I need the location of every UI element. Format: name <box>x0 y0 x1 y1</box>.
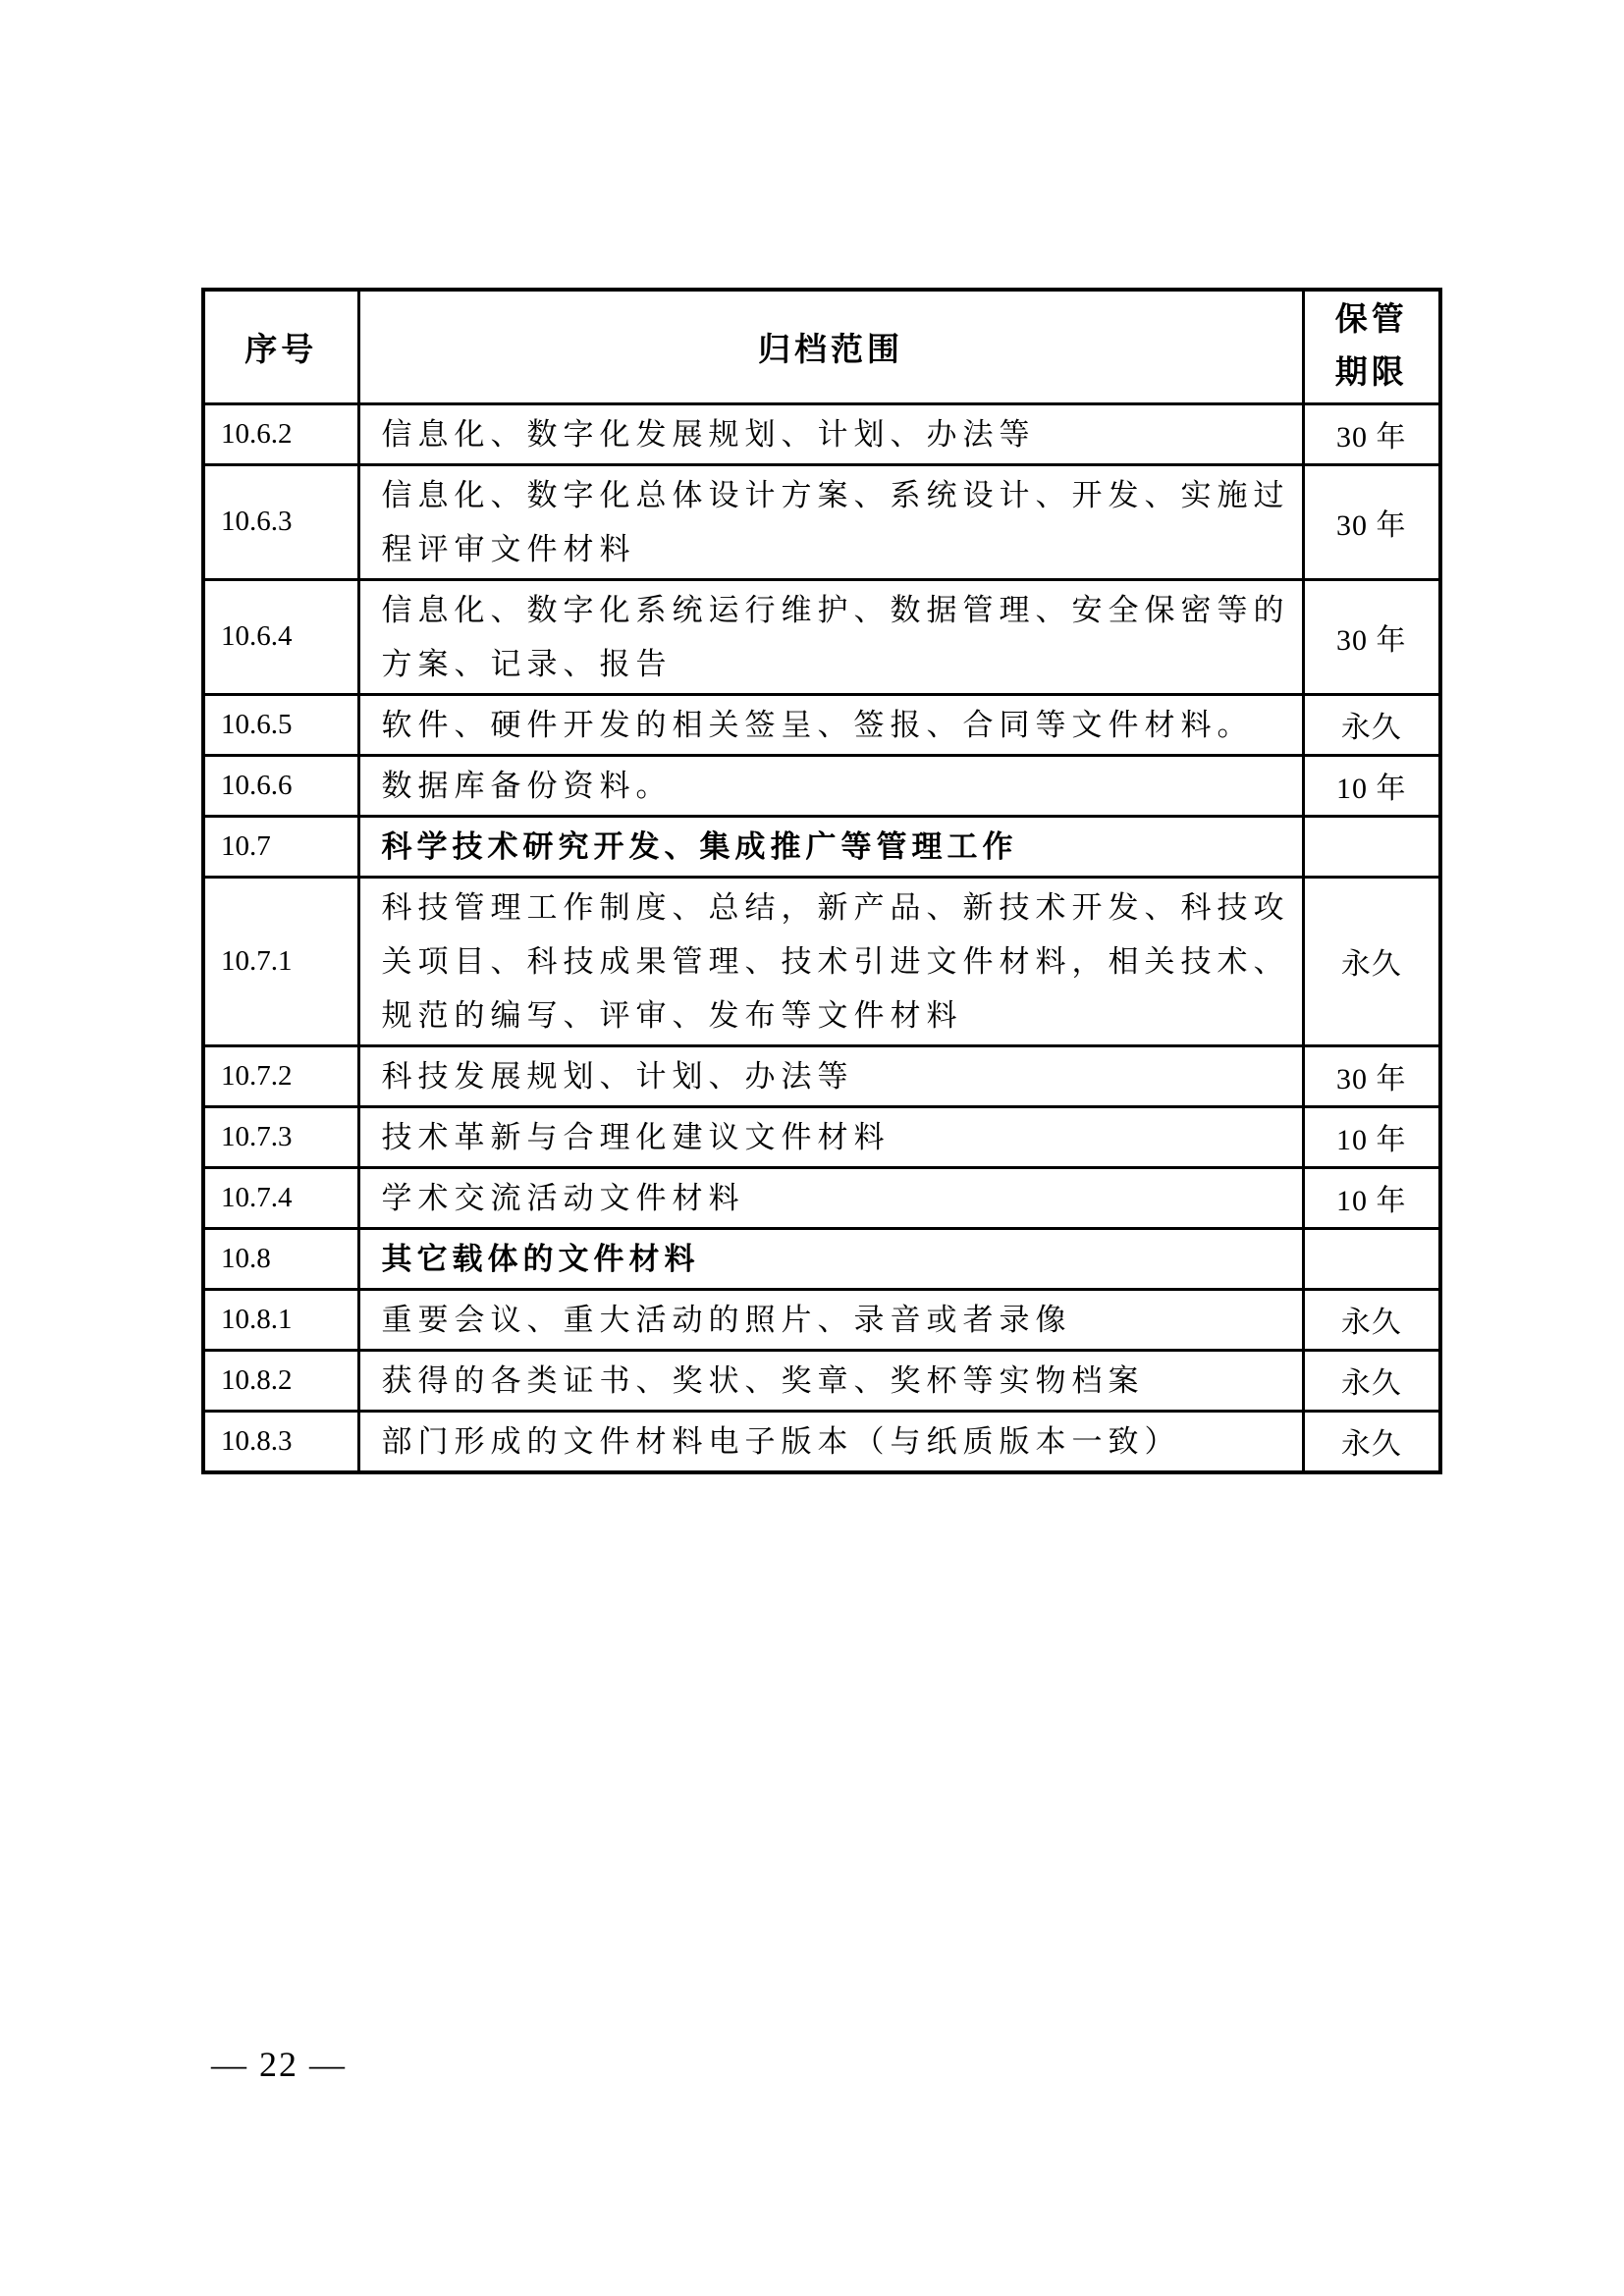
header-cell-id: 序号 <box>203 290 358 403</box>
row-scope: 学术交流活动文件材料 <box>358 1167 1303 1228</box>
row-id: 10.7.4 <box>203 1167 358 1228</box>
row-id: 10.7 <box>203 816 358 877</box>
row-id: 10.6.2 <box>203 403 358 464</box>
page-number: — 22 — <box>211 2045 347 2084</box>
row-id: 10.8.3 <box>203 1411 358 1472</box>
row-scope: 科技发展规划、计划、办法等 <box>358 1045 1303 1106</box>
row-scope: 信息化、数字化发展规划、计划、办法等 <box>358 403 1303 464</box>
table-row <box>203 579 1440 694</box>
table-row <box>203 1045 1440 1106</box>
row-scope: 其它载体的文件材料 <box>358 1228 1303 1289</box>
row-id: 10.7.3 <box>203 1106 358 1167</box>
header-row <box>203 290 1440 403</box>
row-id: 10.6.3 <box>203 464 358 579</box>
row-id: 10.8 <box>203 1228 358 1289</box>
table-row <box>203 1411 1440 1472</box>
row-scope: 部门形成的文件材料电子版本（与纸质版本一致） <box>358 1411 1303 1472</box>
row-id: 10.6.5 <box>203 694 358 755</box>
row-scope: 信息化、数字化系统运行维护、数据管理、安全保密等的方案、记录、报告 <box>358 579 1303 694</box>
row-id: 10.6.6 <box>203 755 358 816</box>
row-scope: 技术革新与合理化建议文件材料 <box>358 1106 1303 1167</box>
table-row <box>203 1106 1440 1167</box>
row-period <box>1303 816 1440 877</box>
table-row <box>203 877 1440 1045</box>
row-period: 永久 <box>1303 877 1440 1045</box>
row-period: 永久 <box>1303 1411 1440 1472</box>
row-period: 30 年 <box>1303 579 1440 694</box>
row-period: 永久 <box>1303 1350 1440 1411</box>
row-period: 10 年 <box>1303 1167 1440 1228</box>
row-period: 30 年 <box>1303 403 1440 464</box>
row-id: 10.7.1 <box>203 877 358 1045</box>
row-id: 10.7.2 <box>203 1045 358 1106</box>
row-period: 10 年 <box>1303 1106 1440 1167</box>
row-period <box>1303 1228 1440 1289</box>
archive-table-body <box>203 403 1440 1472</box>
table-row <box>203 1167 1440 1228</box>
table-row <box>203 694 1440 755</box>
row-period: 10 年 <box>1303 755 1440 816</box>
row-period: 永久 <box>1303 694 1440 755</box>
row-scope: 重要会议、重大活动的照片、录音或者录像 <box>358 1289 1303 1350</box>
row-scope: 信息化、数字化总体设计方案、系统设计、开发、实施过程评审文件材料 <box>358 464 1303 579</box>
row-scope: 科学技术研究开发、集成推广等管理工作 <box>358 816 1303 877</box>
table-row <box>203 1289 1440 1350</box>
table-row <box>203 755 1440 816</box>
row-period: 30 年 <box>1303 1045 1440 1106</box>
row-id: 10.6.4 <box>203 579 358 694</box>
row-id: 10.8.1 <box>203 1289 358 1350</box>
table-row <box>203 403 1440 464</box>
table-row <box>203 464 1440 579</box>
row-scope: 数据库备份资料。 <box>358 755 1303 816</box>
row-scope: 科技管理工作制度、总结，新产品、新技术开发、科技攻关项目、科技成果管理、技术引进文件材料，相关技术、规范的编写、评审、发布等文件材料 <box>358 877 1303 1045</box>
row-scope: 软件、硬件开发的相关签呈、签报、合同等文件材料。 <box>358 694 1303 755</box>
header-cell-period-label: 保管期限 <box>1334 302 1408 392</box>
table-header <box>203 290 1440 403</box>
row-period: 30 年 <box>1303 464 1440 579</box>
table-row <box>203 1350 1440 1411</box>
header-cell-scope: 归档范围 <box>358 290 1303 403</box>
table-row <box>203 1228 1440 1289</box>
table-row <box>203 816 1440 877</box>
header-cell-period <box>1303 290 1440 403</box>
row-id: 10.8.2 <box>203 1350 358 1411</box>
archive-scope-table <box>201 288 1442 1474</box>
row-scope: 获得的各类证书、奖状、奖章、奖杯等实物档案 <box>358 1350 1303 1411</box>
row-period: 永久 <box>1303 1289 1440 1350</box>
